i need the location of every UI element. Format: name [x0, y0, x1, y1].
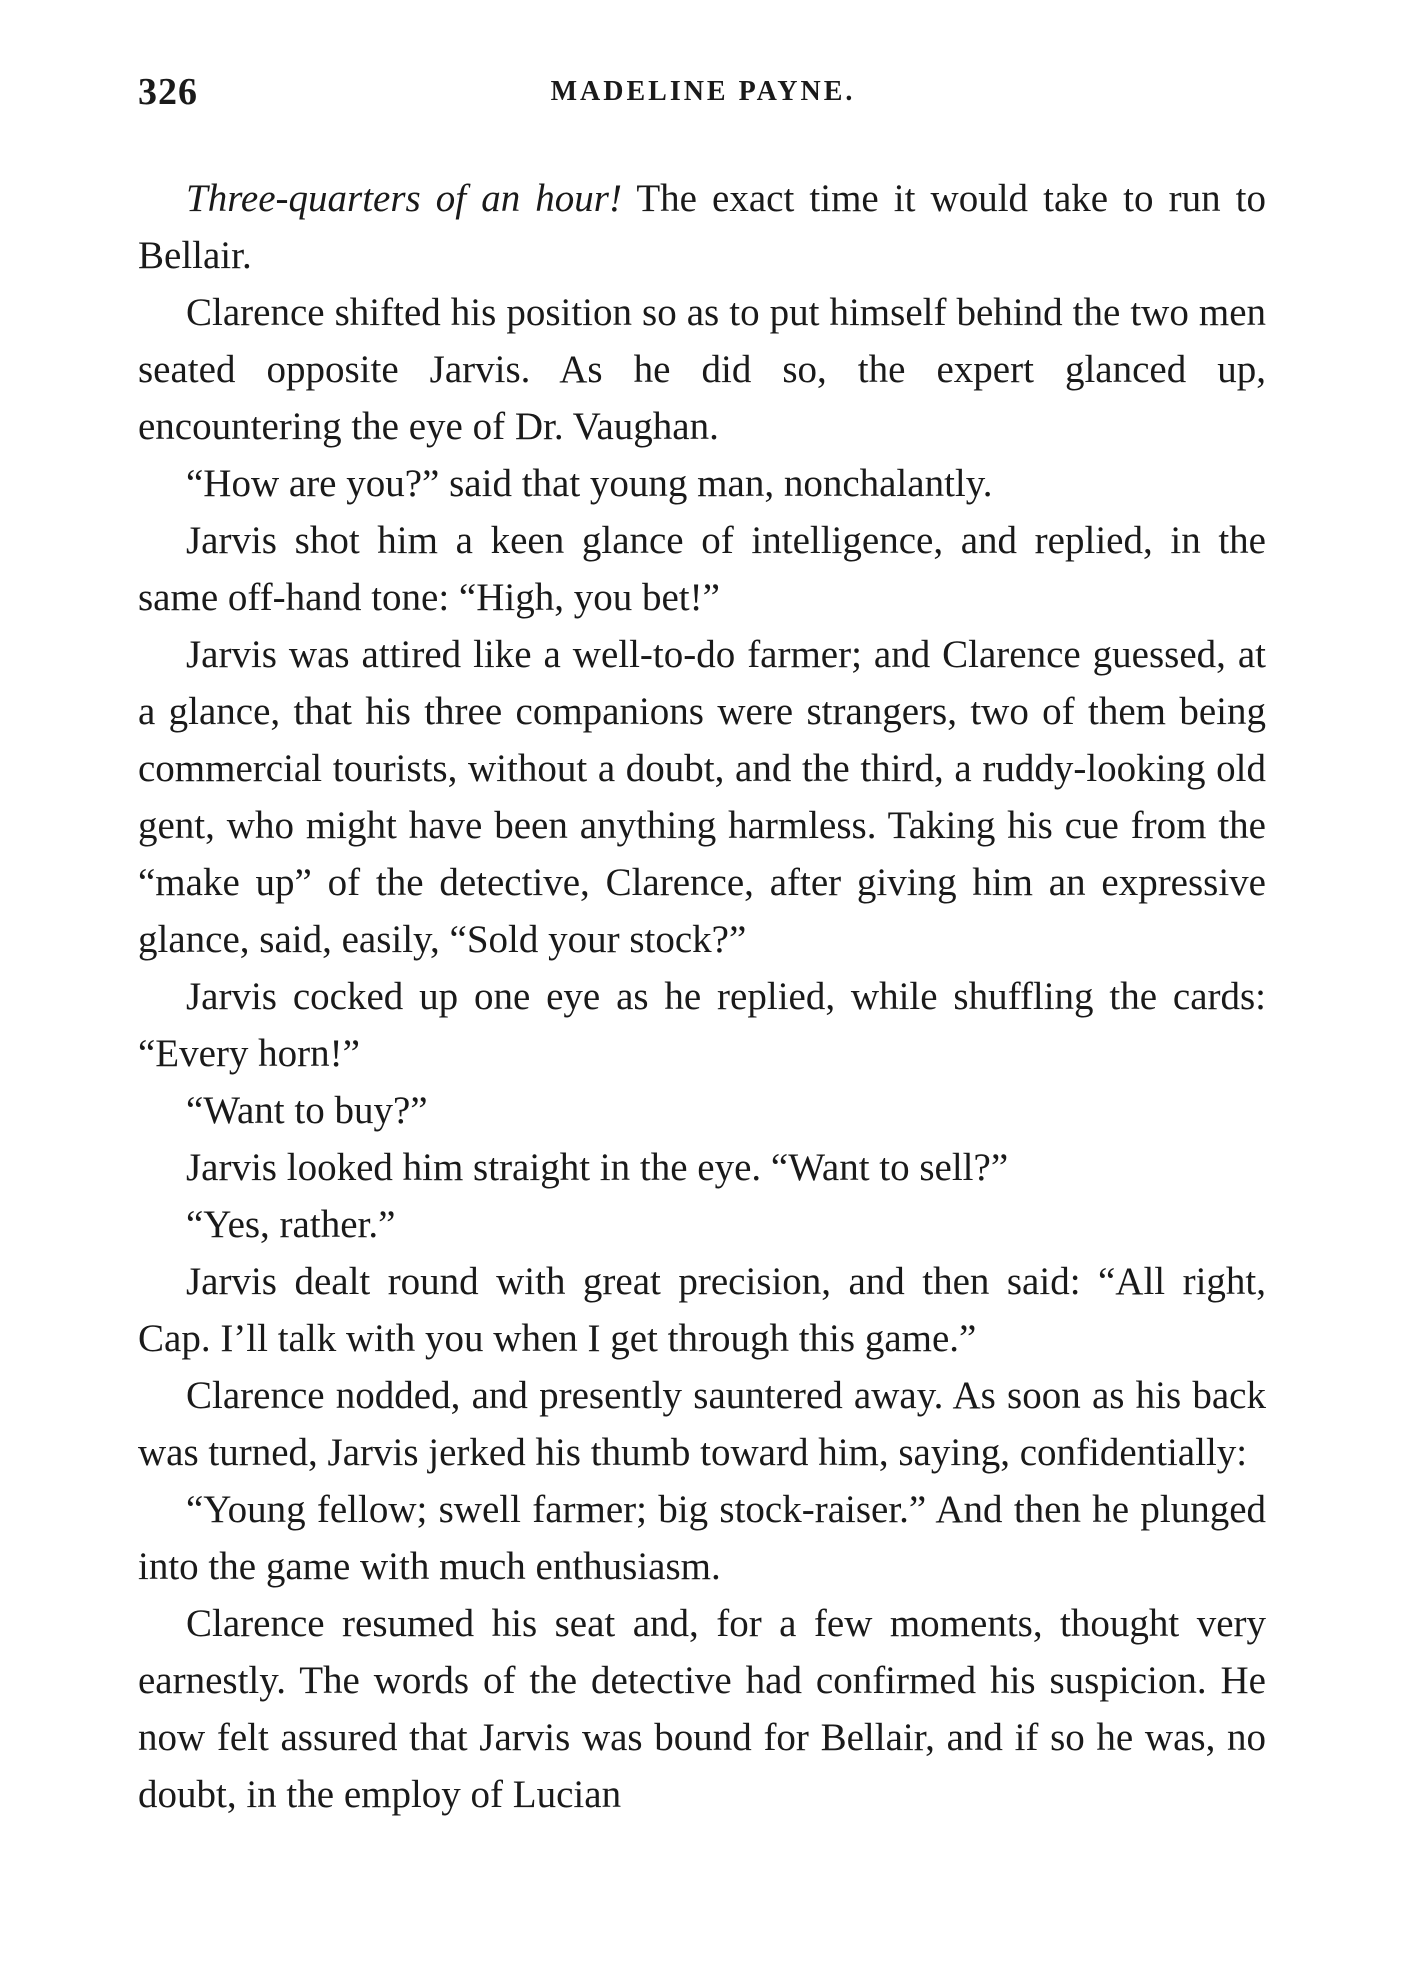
- page-header: [138, 70, 1268, 130]
- paragraph-9: “Yes, rather.”: [186, 1203, 396, 1246]
- paragraph-8: Jarvis looked him straight in the eye. “Want to sell?”: [186, 1146, 1009, 1189]
- paragraph-7: “Want to buy?”: [186, 1089, 428, 1132]
- paragraph-2: Clarence shifted his position so as to put himself behind the two men seated opposite Jarvis. As he did so, the expert glanced up, encountering the eye of Dr. Vaughan.: [138, 291, 1266, 448]
- paragraph-3: “How are you?” said that young man, nonchalantly.: [186, 462, 993, 505]
- page-number: 326: [138, 71, 198, 113]
- paragraph-12: “Young fellow; swell farmer; big stock-raiser.” And then he plunged into the game with much enthusiasm.: [138, 1488, 1266, 1588]
- paragraph-1: [138, 170, 1266, 284]
- paragraph-11: Clarence nodded, and presently sauntered away. As soon as his back was turned, Jarvis jerked his thumb toward him, saying, confidentially:: [138, 1374, 1266, 1474]
- paragraph-6: Jarvis cocked up one eye as he replied, while shuffling the cards: “Every horn!”: [138, 975, 1266, 1075]
- running-title: MADELINE PAYNE.: [550, 76, 856, 107]
- paragraph-5: Jarvis was attired like a well-to-do farmer; and Clarence guessed, at a glance, that his three companions were strangers, two of them being commercial tourists, without a doubt, and the third, a ruddy-looking old gent, who might have been anything harmless. Taking his cue from the “make up” of the detective, Clarence, after giving him an expressive glance, said, easily, “Sold your stock?”: [138, 633, 1266, 961]
- paragraph-1-text: The exact time it would take to run to Bellair.: [138, 177, 1266, 277]
- body-text: [138, 170, 1266, 1823]
- paragraph-13: Clarence resumed his seat and, for a few moments, thought very earnestly. The words of the detective had confirmed his suspicion. He now felt assured that Jarvis was bound for Bellair, and if so he was, no doubt, in the employ of Lucian: [138, 1602, 1266, 1816]
- paragraph-4: Jarvis shot him a keen glance of intelligence, and replied, in the same off-hand tone: “High, you bet!”: [138, 519, 1266, 619]
- paragraph-1-lead: Three-quarters of an hour!: [186, 177, 622, 220]
- paragraph-10: Jarvis dealt round with great precision, and then said: “All right, Cap. I’ll talk with you when I get through this game.”: [138, 1260, 1266, 1360]
